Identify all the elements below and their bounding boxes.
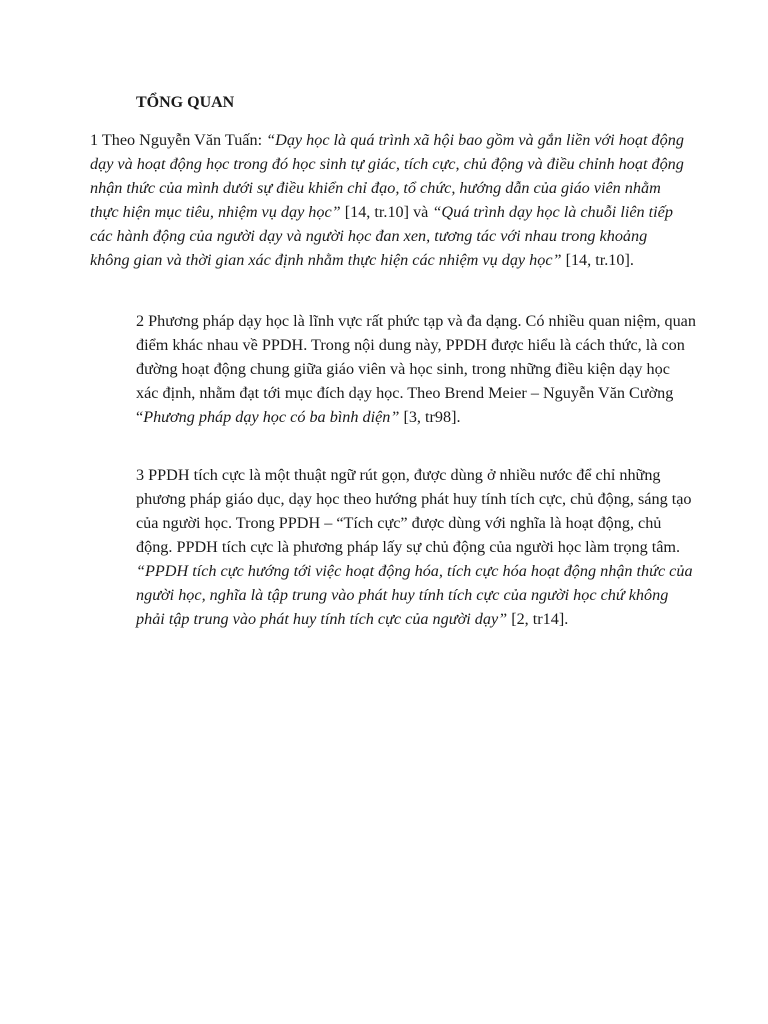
paragraph-1-citation-1: [14, tr.10] và	[340, 203, 433, 221]
paragraph-1-lead: 1 Theo Nguyễn Văn Tuấn:	[90, 131, 267, 149]
paragraph-2-citation: [3, tr98].	[399, 408, 461, 426]
paragraph-2	[136, 309, 696, 429]
paragraph-3	[136, 463, 696, 631]
paragraph-2-quote: Phương pháp dạy học có ba bình diện”	[143, 408, 400, 426]
paragraph-3-text: 3 PPDH tích cực là một thuật ngữ rút gọn, được dùng ở nhiều nước để chỉ những phương pháp giáo dục, dạy học theo hướng phát huy tính tích cực, chủ động, sáng tạo của người học. Trong PPDH – “Tích cực” được dùng với nghĩa là hoạt động, chủ động. PPDH tích cực là phương pháp lấy sự chủ động của người học làm trọng tâm.	[136, 466, 692, 556]
paragraph-1	[90, 128, 690, 272]
paragraph-3-quote: “PPDH tích cực hướng tới việc hoạt động hóa, tích cực hóa hoạt động nhận thức của người học, nghĩa là tập trung vào phát huy tính tích cực của người học chứ không phải tập trung vào phát huy tính tích cực của người dạy”	[136, 562, 693, 628]
paragraph-3-citation: [2, tr14].	[507, 610, 569, 628]
paragraph-1-quote-2: “Quá trình dạy học là chuỗi liên tiếp các hành động của người dạy và người học đan xen, tương tác với nhau trong khoảng không gian và thời gian xác định nhằm thực hiện các nhiệm vụ dạy học”	[90, 203, 673, 269]
paragraph-1-quote-1: “Dạy học là quá trình xã hội bao gồm và gắn liền với hoạt động dạy và hoạt động học trong đó học sinh tự giác, tích cực, chủ động và điều chỉnh hoạt động nhận thức của mình dưới sự điều khiển chỉ đạo, tổ chức, hướng dẫn của giáo viên nhằm thực hiện mục tiêu, nhiệm vụ dạy học”	[90, 131, 684, 221]
paragraph-2-text: 2 Phương pháp dạy học là lĩnh vực rất phức tạp và đa dạng. Có nhiều quan niệm, quan điểm khác nhau về PPDH. Trong nội dung này, PPDH được hiểu là cách thức, là con đường hoạt động chung giữa giáo viên và học sinh, trong những điều kiện dạy học xác định, nhằm đạt tới mục đích dạy học. Theo Brend Meier – Nguyễn Văn Cường “	[136, 312, 696, 426]
page-title: TỔNG QUAN	[136, 94, 235, 111]
paragraph-1-citation-2: [14, tr.10].	[561, 251, 634, 269]
